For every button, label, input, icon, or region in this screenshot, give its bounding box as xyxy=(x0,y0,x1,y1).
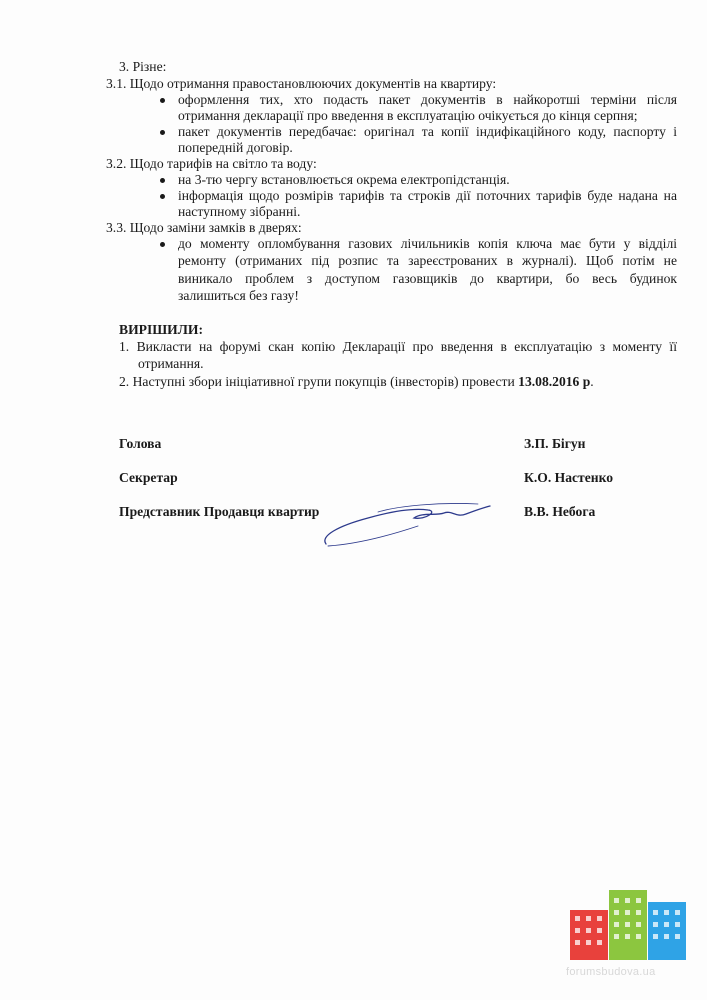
section-3-1-item-1-line-2: отримання декларації про введення в експлуатацію очікується до кінця серпня; xyxy=(178,108,638,123)
handwritten-signature xyxy=(318,496,498,556)
resolved-item-1-line-1: 1. Викласти на форумі скан копію Декларації про введення в експлуатацію з моменту її xyxy=(119,339,677,354)
bullet-icon xyxy=(160,194,165,199)
resolved-item-2 xyxy=(119,373,594,390)
meeting-date: 13.08.2016 р xyxy=(518,374,591,389)
section-3-3-heading: 3.3. Щодо заміни замків в дверях: xyxy=(106,220,302,235)
seller-representative-label: Представник Продавця квартир xyxy=(119,504,320,519)
section-3-2-item-1: на 3-тю чергу встановлюється окрема електропідстанція. xyxy=(178,172,510,187)
section-3-2-item-2-line-2: наступному зібранні. xyxy=(178,204,301,219)
chair-label: Голова xyxy=(119,436,162,451)
section-3-2-heading: 3.2. Щодо тарифів на світло та воду: xyxy=(106,156,317,171)
section-3-1-item-1-line-1: оформлення тих, хто подасть пакет документів в найкоротші терміни після xyxy=(178,92,677,107)
chair-name: З.П. Бігун xyxy=(524,436,586,451)
resolved-item-2-end: . xyxy=(590,374,594,389)
secretary-label: Секретар xyxy=(119,470,178,485)
watermark-text: forumsbudova.ua xyxy=(566,966,656,978)
building-logo-icon xyxy=(570,888,688,960)
bullet-icon xyxy=(160,98,165,103)
section-3-3-item-1-line-1: до моменту опломбування газових лічильників копія ключа має бути у відділі xyxy=(178,236,677,251)
resolved-item-1-line-2: отримання. xyxy=(138,356,204,371)
resolved-heading: ВИРІШИЛИ: xyxy=(119,322,203,337)
bullet-icon xyxy=(160,242,165,247)
section-3-1-item-2-line-1: пакет документів передбачає: оригінал та копії індифікаційного коду, паспорту і xyxy=(178,124,677,139)
section-3-2-item-2-line-1: інформація щодо розмірів тарифів та строків дії поточних тарифів буде надана на xyxy=(178,188,677,203)
section-3-3-item-1-line-2: ремонту (отриманих під розпис та зареєстрованих в журналі). Щоб потім не xyxy=(178,253,677,268)
section-3-3-item-1-line-4: залишиться без газу! xyxy=(178,288,299,303)
seller-representative-name: В.В. Небога xyxy=(524,504,596,519)
bullet-icon xyxy=(160,178,165,183)
section-3-title: 3. Різне: xyxy=(119,59,167,74)
resolved-item-2-text: 2. Наступні збори ініціативної групи покупців (інвесторів) провести xyxy=(119,374,519,389)
secretary-name: К.О. Настенко xyxy=(524,470,614,485)
section-3-3-item-1-line-3: виникало проблем з доступом газовщиків до квартири, бо весь будинок xyxy=(178,271,677,286)
section-3-1-item-2-line-2: попередній договір. xyxy=(178,140,293,155)
section-3-1-heading: 3.1. Щодо отримання правостановлюючих документів на квартиру: xyxy=(106,76,497,91)
bullet-icon xyxy=(160,130,165,135)
